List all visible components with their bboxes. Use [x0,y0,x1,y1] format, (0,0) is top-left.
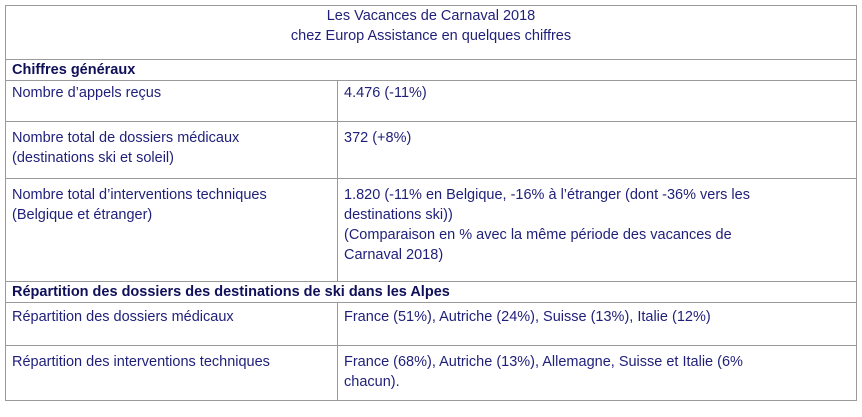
table-row-medical-split [6,303,857,346]
value-line: France (68%), Autriche (13%), Allemagne, Suisse et Italie (6% [344,354,743,370]
title-line-2: chez Europ Assistance en quelques chiffres [290,28,572,44]
table-title [6,6,857,60]
section-row-ski [6,282,857,303]
value-line: 1.820 (-11% en Belgique, -16% à l’étranger (dont -36% vers les [344,187,750,203]
row-value-technical-split [338,346,857,401]
label-line: Nombre total d’interventions techniques [12,187,267,203]
stats-table [5,5,857,401]
title-row [6,6,857,60]
row-value-medical: 372 (+8%) [338,122,857,179]
section-heading-ski: Répartition des dossiers des destinations de ski dans les Alpes [6,282,857,303]
row-value-calls: 4.476 (-11%) [338,81,857,122]
value-line: Carnaval 2018) [344,247,444,263]
section-heading-general: Chiffres généraux [6,60,857,81]
table-row-medical [6,122,857,179]
row-label-technical-split: Répartition des interventions techniques [6,346,338,401]
row-label-technical [6,179,338,282]
label-line: (destinations ski et soleil) [12,150,174,166]
title-line-1: Les Vacances de Carnaval 2018 [326,8,536,24]
table-row-calls [6,81,857,122]
label-line: (Belgique et étranger) [12,207,153,223]
table-row-technical [6,179,857,282]
row-label-calls: Nombre d’appels reçus [6,81,338,122]
section-row-general [6,60,857,81]
value-line: (Comparaison en % avec la même période des vacances de [344,227,732,243]
label-line: Nombre total de dossiers médicaux [12,130,240,146]
row-label-medical-split: Répartition des dossiers médicaux [6,303,338,346]
row-value-technical [338,179,857,282]
row-label-medical [6,122,338,179]
value-line: chacun). [344,374,400,390]
value-line: destinations ski)) [344,207,453,223]
table-row-technical-split [6,346,857,401]
row-value-medical-split: France (51%), Autriche (24%), Suisse (13%), Italie (12%) [338,303,857,346]
